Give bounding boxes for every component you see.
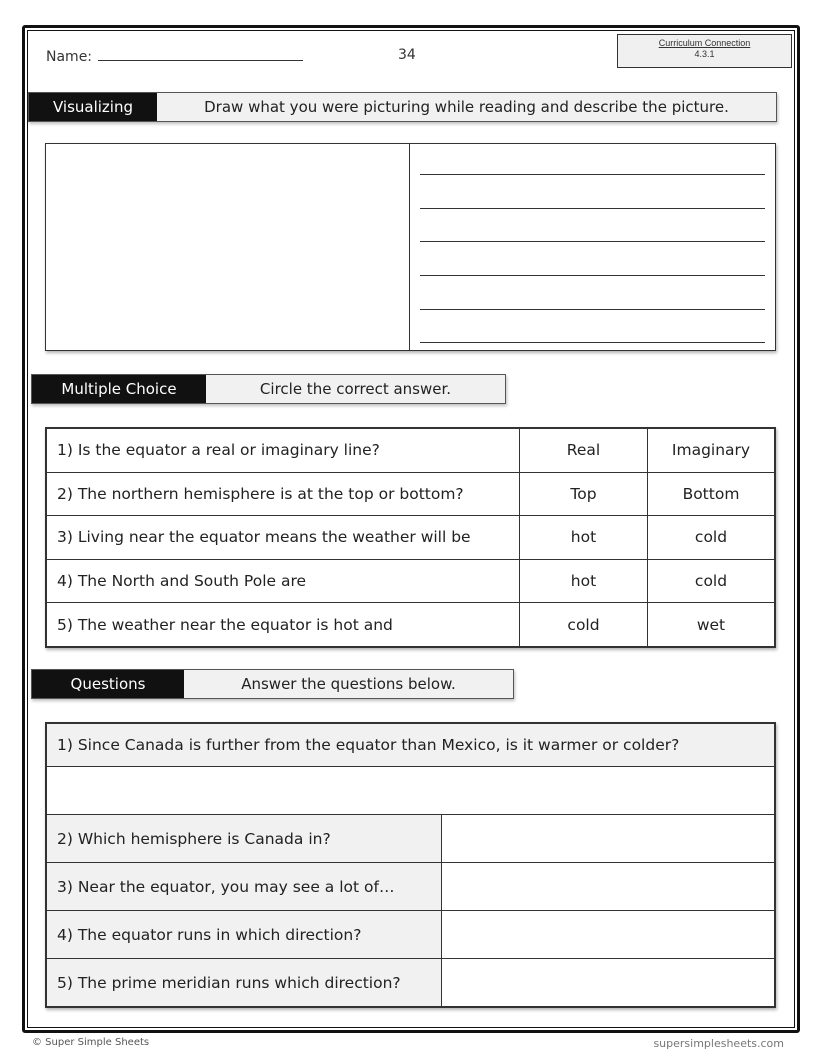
mc-question: 3) Living near the equator means the weather will be — [47, 516, 520, 560]
website-link[interactable]: supersimplesheets.com — [653, 1037, 784, 1050]
answer-field[interactable] — [442, 863, 775, 911]
answer-field[interactable] — [442, 911, 775, 959]
table-row — [47, 959, 775, 1007]
mc-option[interactable]: cold — [648, 559, 775, 603]
writing-line[interactable] — [420, 309, 765, 310]
table-row — [47, 724, 775, 767]
mc-question: 2) The northern hemisphere is at the top or bottom? — [47, 472, 520, 516]
curriculum-connection-box — [617, 34, 792, 68]
mc-option[interactable]: Imaginary — [648, 429, 775, 473]
mc-option[interactable]: Bottom — [648, 472, 775, 516]
mc-option[interactable]: hot — [520, 516, 648, 560]
table-row — [47, 429, 775, 473]
mc-option[interactable]: wet — [648, 603, 775, 647]
multiple-choice-header — [31, 374, 506, 404]
writing-line[interactable] — [420, 174, 765, 175]
questions-instruction: Answer the questions below. — [241, 675, 456, 693]
answer-field[interactable] — [47, 767, 775, 815]
writing-line[interactable] — [420, 208, 765, 209]
table-row — [47, 603, 775, 647]
page-number: 34 — [398, 47, 416, 63]
visualizing-tag: Visualizing — [29, 93, 157, 121]
question-text: 2) Which hemisphere is Canada in? — [47, 815, 442, 863]
table-row — [47, 767, 775, 815]
drawing-area[interactable] — [46, 144, 410, 350]
table-row — [47, 911, 775, 959]
visualizing-header — [28, 92, 777, 122]
table-row — [47, 516, 775, 560]
writing-line[interactable] — [420, 342, 765, 343]
multiple-choice-instruction: Circle the correct answer. — [259, 380, 452, 398]
question-text: 4) The equator runs in which direction? — [47, 911, 442, 959]
name-label: Name: — [46, 49, 93, 65]
mc-option[interactable]: cold — [648, 516, 775, 560]
questions-header — [31, 669, 514, 699]
name-field — [46, 47, 303, 65]
curriculum-connection-code: 4.3.1 — [694, 49, 715, 59]
visualizing-instruction: Draw what you were picturing while reading and describe the picture. — [204, 98, 729, 116]
answer-field[interactable] — [442, 815, 775, 863]
answer-field[interactable] — [442, 959, 775, 1007]
multiple-choice-table — [45, 427, 776, 648]
name-blank-line[interactable] — [98, 47, 303, 61]
questions-tag: Questions — [32, 670, 184, 698]
mc-option[interactable]: Real — [520, 429, 648, 473]
table-row — [47, 815, 775, 863]
multiple-choice-tag: Multiple Choice — [32, 375, 206, 403]
writing-line[interactable] — [420, 241, 765, 242]
question-text: 5) The prime meridian runs which direction? — [47, 959, 442, 1007]
question-1: 1) Since Canada is further from the equator than Mexico, is it warmer or colder? — [47, 724, 775, 767]
table-row — [47, 559, 775, 603]
mc-option[interactable]: Top — [520, 472, 648, 516]
mc-question: 1) Is the equator a real or imaginary line? — [47, 429, 520, 473]
mc-question: 4) The North and South Pole are — [47, 559, 520, 603]
table-row — [47, 863, 775, 911]
copyright-text: © Super Simple Sheets — [32, 1037, 150, 1048]
curriculum-connection-title: Curriculum Connection — [658, 38, 751, 48]
mc-question: 5) The weather near the equator is hot and — [47, 603, 520, 647]
mc-option[interactable]: cold — [520, 603, 648, 647]
table-row — [47, 472, 775, 516]
mc-option[interactable]: hot — [520, 559, 648, 603]
questions-table — [45, 722, 776, 1008]
writing-line[interactable] — [420, 275, 765, 276]
question-text: 3) Near the equator, you may see a lot of… — [47, 863, 442, 911]
